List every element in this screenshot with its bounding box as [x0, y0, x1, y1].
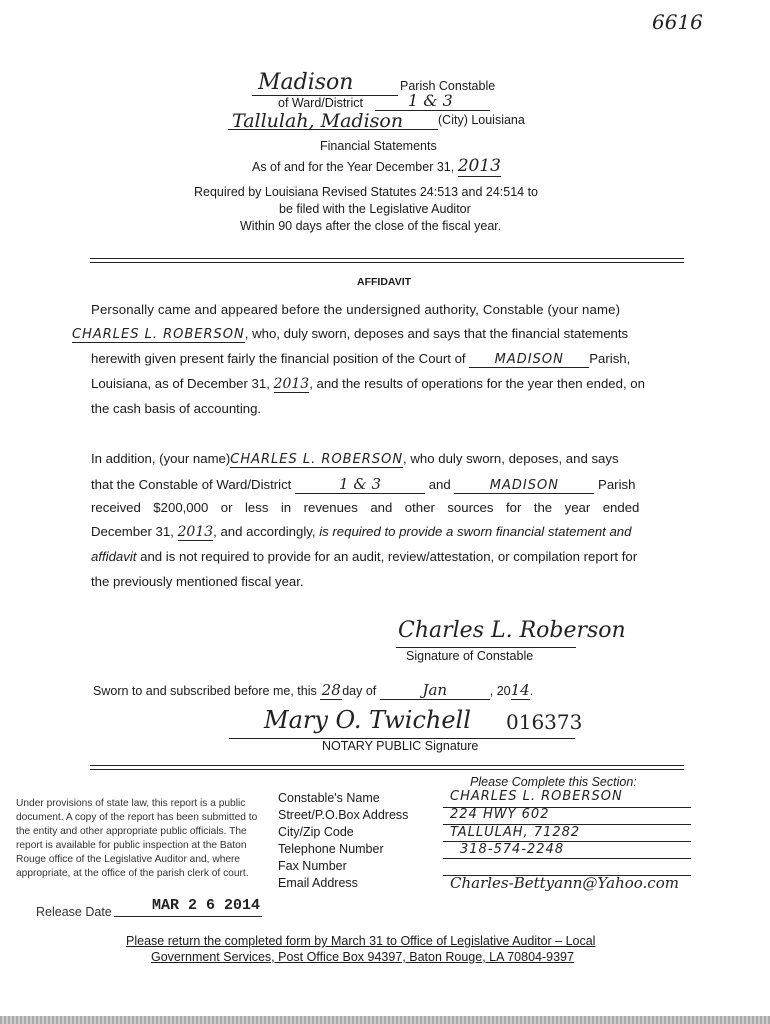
notary-signature: Mary O. Twichell: [264, 706, 471, 734]
label-constable-name: Constable's Name: [278, 791, 380, 805]
parish-constable-label: Parish Constable: [400, 79, 496, 93]
statute-line-2: be filed with the Legislative Auditor: [279, 202, 471, 216]
value-city-zip: TALLULAH, 71282: [450, 825, 581, 840]
value-street-address: 224 HWY 602: [450, 807, 550, 822]
divider-bottom: [90, 765, 684, 770]
affidavit-p2-line6: the previously mentioned fiscal year.: [91, 574, 304, 589]
p2-ward-value: 1 & 3: [295, 475, 425, 494]
release-date-stamp: MAR 2 6 2014: [152, 897, 261, 914]
statute-line-3: Within 90 days after the close of the fiscal year.: [240, 219, 502, 233]
legal-note-3: the entity and other appropriate public officials. The: [16, 826, 247, 837]
city-value: Tallulah, Madison: [232, 110, 404, 132]
affidavit-p2-line5: affidavit and is not required to provide for an audit, review/attestation, or compilation report for: [91, 549, 638, 564]
label-street-address: Street/P.O.Box Address: [278, 808, 409, 822]
financial-statements-title: Financial Statements: [320, 139, 437, 153]
affidavit-p1-line5: the cash basis of accounting.: [91, 401, 262, 416]
handwritten-page-number: 6616: [652, 10, 703, 34]
value-constable-name: CHARLES L. ROBERSON: [450, 789, 623, 804]
affidavit-p1-line3: herewith given present fairly the financial position of the Court of MADISON Parish,: [91, 351, 631, 367]
legal-note-1: Under provisions of state law, this report is a public: [16, 798, 246, 809]
signature-of-constable-label: Signature of Constable: [406, 649, 534, 663]
label-fax: Fax Number: [278, 859, 347, 873]
label-telephone: Telephone Number: [278, 842, 384, 856]
footer-line-1: Please return the completed form by March 31 to Office of Legislative Auditor – Local: [126, 934, 596, 948]
notary-public-label: NOTARY PUBLIC Signature: [322, 739, 479, 753]
parish-name-value: Madison: [258, 70, 354, 95]
value-telephone: 318-574-2248: [460, 842, 565, 857]
affidavit-p2-line2: that the Constable of Ward/District 1 & 3 and MADISON Parish: [91, 475, 636, 493]
constable-name-value-1: CHARLES L. ROBERSON: [72, 327, 245, 342]
year-line: As of and for the Year December 31, 2013: [252, 156, 501, 176]
court-parish-value: MADISON: [469, 352, 589, 368]
sworn-line: Sworn to and subscribed before me, this 28day of Jan , 2014.: [93, 681, 534, 699]
constable-name-value-2: CHARLES L. ROBERSON: [230, 452, 404, 467]
p1-year-value: 2013: [273, 376, 310, 392]
divider-top: [90, 258, 684, 263]
label-city-zip: City/Zip Code: [278, 825, 354, 839]
sworn-month-value: Jan: [380, 681, 490, 700]
legal-note-5: Rouge office of the Legislative Auditor and, where: [16, 854, 241, 865]
p2-year-value: 2013: [177, 524, 214, 540]
notary-number: 016373: [506, 710, 583, 734]
ward-district-value: 1 & 3: [408, 91, 453, 110]
label-email: Email Address: [278, 876, 358, 890]
affidavit-p2-line1: In addition, (your name)CHARLES L. ROBERSON, who duly sworn, deposes, and says: [91, 451, 619, 467]
p2-parish-value: MADISON: [454, 478, 594, 494]
sworn-year-value: 14: [510, 681, 530, 699]
affidavit-title: AFFIDAVIT: [357, 276, 412, 288]
statute-line-1: Required by Louisiana Revised Statutes 24:513 and 24:514 to: [194, 185, 538, 199]
please-complete-label: Please Complete this Section:: [470, 775, 637, 789]
legal-note-6: appropriate, at the office of the parish clerk of court.: [16, 868, 249, 879]
legal-note-4: report is available for public inspection at the Baton: [16, 840, 247, 851]
footer-line-2: Government Services, Post Office Box 94397, Baton Rouge, LA 70804-9397: [151, 950, 574, 964]
value-email: Charles-Bettyann@Yahoo.com: [450, 874, 679, 892]
ward-district-label: of Ward/District: [278, 96, 363, 110]
legal-note-2: document. A copy of the report has been submitted to: [16, 812, 258, 823]
affidavit-p1-line4: Louisiana, as of December 31, 2013, and the results of operations for the year then ended, on: [91, 376, 645, 392]
release-date-label: Release Date: [36, 905, 112, 919]
city-louisiana-label: (City) Louisiana: [438, 113, 525, 127]
constable-signature: Charles L. Roberson: [398, 618, 626, 643]
year-value: 2013: [457, 156, 501, 176]
affidavit-p2-line4: December 31, 2013, and accordingly, is required to provide a sworn financial statement and: [91, 524, 632, 540]
scan-bottom-edge: [0, 1016, 770, 1024]
sworn-day-value: 28: [321, 681, 341, 699]
affidavit-p1-line2: CHARLES L. ROBERSON, who, duly sworn, deposes and says that the financial statements: [72, 326, 629, 342]
affidavit-p1-line1: Personally came and appeared before the undersigned authority, Constable (your name): [91, 302, 621, 317]
affidavit-p2-line3: received $200,000 or less in revenues and other sources for the year ended: [91, 500, 640, 515]
